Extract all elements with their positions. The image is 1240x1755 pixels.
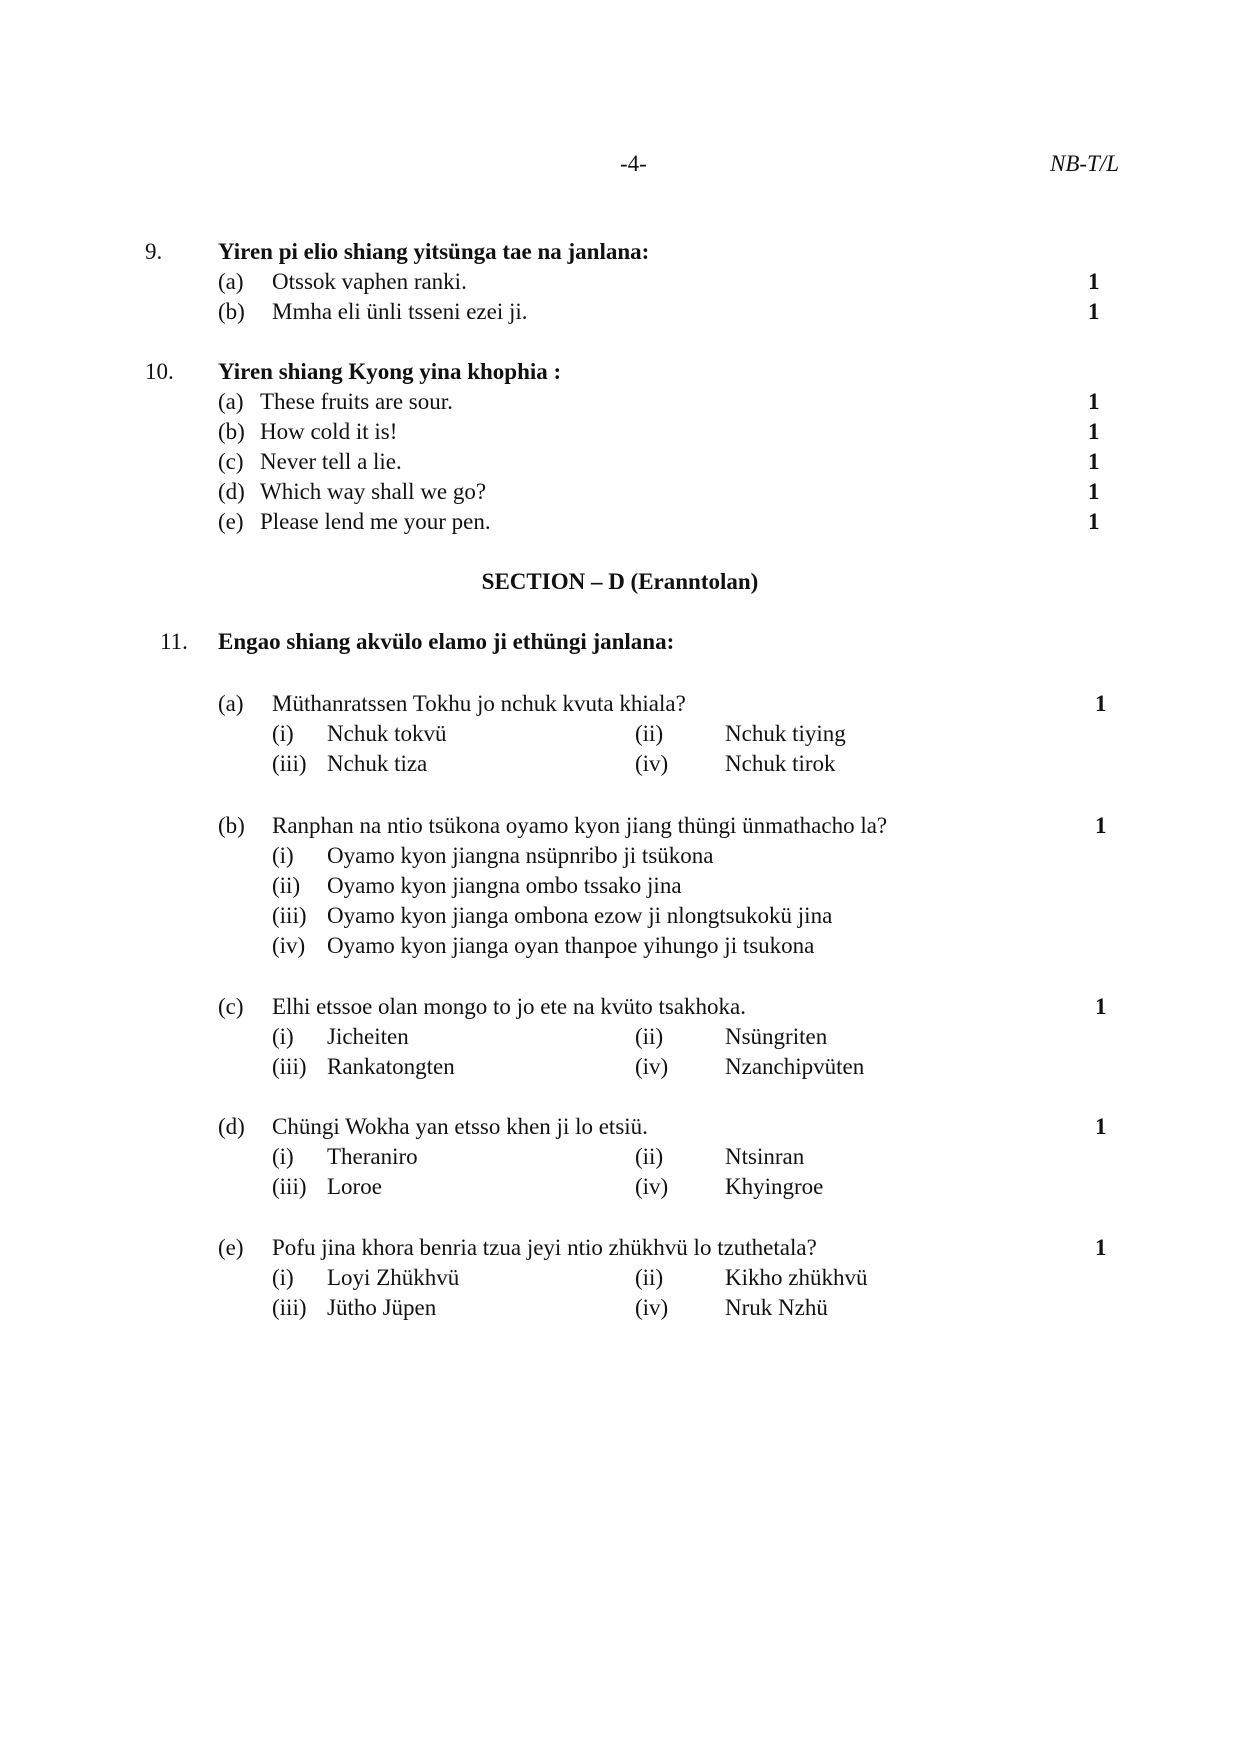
option-text: Oyamo kyon jianga ombona ezow ji nlongtsukokü jina <box>327 903 833 928</box>
option-label: (i) <box>272 843 294 868</box>
option-label: (iv) <box>635 751 669 776</box>
item-text: Otssok vaphen ranki. <box>272 269 467 294</box>
item-mark: 1 <box>1088 479 1100 504</box>
item-text: Never tell a lie. <box>260 449 402 474</box>
option-text: Oyamo kyon jianga oyan thanpoe yihungo ji tsukona <box>327 933 815 958</box>
sub-question-mark: 1 <box>1095 1235 1107 1260</box>
option-label: (iii) <box>272 1174 307 1199</box>
item-text: Please lend me your pen. <box>260 509 491 534</box>
option-text: Nchuk tokvü <box>327 721 447 746</box>
option-text: Nsüngriten <box>725 1024 828 1049</box>
option-text: Nchuk tiza <box>327 751 428 776</box>
item-label: (e) <box>218 509 244 534</box>
sub-question-mark: 1 <box>1095 994 1107 1019</box>
sub-question-label: (b) <box>218 813 245 838</box>
option-text: Oyamo kyon jiangna nsüpnribo ji tsükona <box>327 843 714 868</box>
item-text: Which way shall we go? <box>260 479 487 504</box>
option-text: Kikho zhükhvü <box>725 1265 868 1290</box>
option-label: (iv) <box>635 1295 669 1320</box>
item-text: How cold it is! <box>260 419 398 444</box>
option-text: Oyamo kyon jiangna ombo tssako jina <box>327 873 682 898</box>
option-text: Nruk Nzhü <box>725 1295 828 1320</box>
sub-question-text: Elhi etssoe olan mongo to jo ete na kvüto tsakhoka. <box>272 994 746 1019</box>
option-text: Jütho Jüpen <box>327 1295 437 1320</box>
sub-question-label: (c) <box>218 994 244 1019</box>
option-label: (iv) <box>635 1054 669 1079</box>
sub-question-mark: 1 <box>1095 1114 1107 1139</box>
document-code: NB-T/L <box>1050 151 1120 176</box>
section-heading: SECTION – D (Eranntolan) <box>481 569 759 594</box>
item-label: (c) <box>218 449 244 474</box>
sub-question-text: Ranphan na ntio tsükona oyamo kyon jiang thüngi ünmathacho la? <box>272 813 888 838</box>
option-text: Nchuk tiying <box>725 721 846 746</box>
option-label: (ii) <box>635 1024 664 1049</box>
item-text: Mmha eli ünli tsseni ezei ji. <box>272 299 528 324</box>
option-text: Khyingroe <box>725 1174 824 1199</box>
sub-question-label: (a) <box>218 691 244 716</box>
option-text: Rankatongten <box>327 1054 455 1079</box>
option-text: Theraniro <box>327 1144 418 1169</box>
option-label: (iv) <box>272 933 306 958</box>
item-mark: 1 <box>1088 449 1100 474</box>
item-text: These fruits are sour. <box>260 389 453 414</box>
option-label: (ii) <box>635 1144 664 1169</box>
item-mark: 1 <box>1088 419 1100 444</box>
question-title: Engao shiang akvülo elamo ji ethüngi janlana: <box>218 629 675 654</box>
sub-question-text: Pofu jina khora benria tzua jeyi ntio zhükhvü lo tzuthetala? <box>272 1235 817 1260</box>
option-label: (i) <box>272 1024 294 1049</box>
option-label: (iii) <box>272 1054 307 1079</box>
option-text: Jicheiten <box>327 1024 409 1049</box>
sub-question-mark: 1 <box>1095 691 1107 716</box>
sub-question-text: Chüngi Wokha yan etsso khen ji lo etsiü. <box>272 1114 648 1139</box>
item-mark: 1 <box>1088 509 1100 534</box>
option-label: (i) <box>272 721 294 746</box>
question-title: Yiren pi elio shiang yitsünga tae na janlana: <box>218 239 650 264</box>
option-label: (iii) <box>272 1295 307 1320</box>
item-label: (a) <box>218 269 244 294</box>
option-text: Nzanchipvüten <box>725 1054 865 1079</box>
item-mark: 1 <box>1088 299 1100 324</box>
sub-question-text: Müthanratssen Tokhu jo nchuk kvuta khiala? <box>272 691 686 716</box>
question-number: 11. <box>160 629 188 654</box>
sub-question-mark: 1 <box>1095 813 1107 838</box>
option-text: Loroe <box>327 1174 382 1199</box>
item-label: (a) <box>218 389 244 414</box>
option-text: Ntsinran <box>725 1144 805 1169</box>
option-label: (iii) <box>272 903 307 928</box>
option-text: Loyi Zhükhvü <box>327 1265 460 1290</box>
item-label: (b) <box>218 419 245 444</box>
option-label: (ii) <box>272 873 301 898</box>
option-label: (ii) <box>635 1265 664 1290</box>
question-number: 9. <box>145 239 163 264</box>
sub-question-label: (e) <box>218 1235 244 1260</box>
option-label: (i) <box>272 1144 294 1169</box>
item-mark: 1 <box>1088 389 1100 414</box>
item-label: (d) <box>218 479 245 504</box>
option-label: (i) <box>272 1265 294 1290</box>
question-title: Yiren shiang Kyong yina khophia : <box>218 359 562 384</box>
option-label: (iv) <box>635 1174 669 1199</box>
option-text: Nchuk tirok <box>725 751 836 776</box>
question-number: 10. <box>145 359 174 384</box>
option-label: (ii) <box>635 721 664 746</box>
option-label: (iii) <box>272 751 307 776</box>
item-label: (b) <box>218 299 245 324</box>
sub-question-label: (d) <box>218 1114 245 1139</box>
page-number: -4- <box>620 151 647 176</box>
item-mark: 1 <box>1088 269 1100 294</box>
